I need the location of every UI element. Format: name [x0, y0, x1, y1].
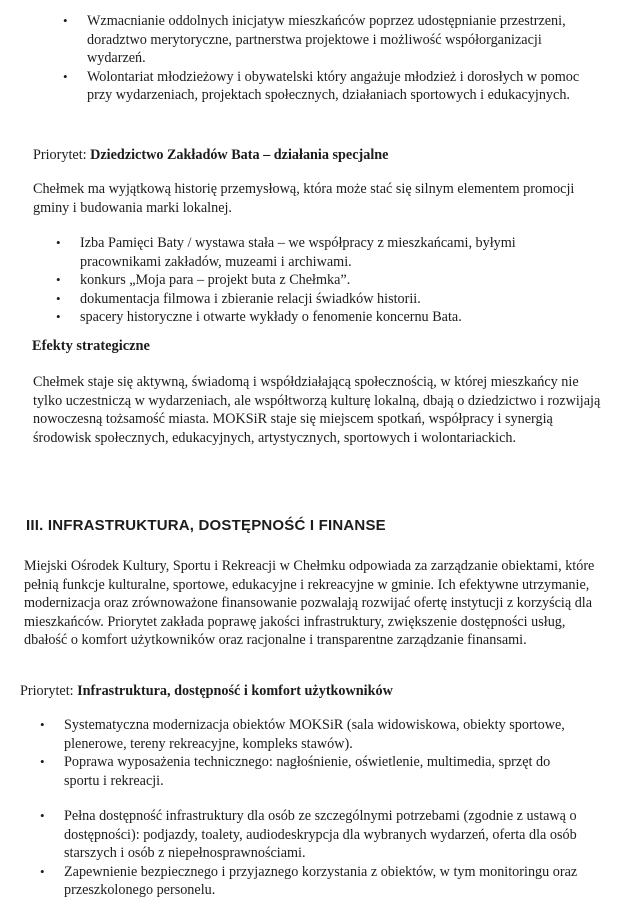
list-item: • Pełna dostępność infrastruktury dla osób ze szczególnymi potrzebami (zgodnie z ustawą o dostępności): podjazdy, toalety, audiodeskrypcja dla wybranych wydarzeń, oferta dla osób starszych i osób z niepełnosprawnościami.: [64, 807, 584, 863]
participation-list: [87, 12, 592, 105]
list-item: • Systematyczna modernizacja obiektów MOKSiR (sala widowiskowa, obiekty sportowe, plenerowe, tereny rekreacyjne, kompleks stawów).: [64, 716, 584, 753]
priority-title: Dziedzictwo Zakładów Bata – działania specjalne: [90, 147, 389, 163]
heritage-intro: Chełmek ma wyjątkową historię przemysłową, która może stać się silnym elementem promocji gminy i budowania marki lokalnej.: [33, 181, 575, 216]
heritage-list: [80, 234, 585, 327]
priority-heritage: [33, 146, 388, 164]
priority-label: Priorytet:: [33, 147, 87, 163]
list-item: • Wzmacnianie oddolnych inicjatyw mieszkańców poprzez udostępnianie przestrzeni, doradztwo merytoryczne, partnerstwa projektowe i możliwość współorganizacji wydarzeń.: [87, 12, 592, 68]
list-item: • spacery historyczne i otwarte wykłady o fenomenie koncernu Bata.: [80, 308, 585, 327]
list-item: • Zapewnienie bezpiecznego i przyjaznego korzystania z obiektów, w tym monitoringu oraz przeszkolonego personelu.: [64, 863, 584, 900]
list-item: • dokumentacja filmowa i zbieranie relacji świadków historii.: [80, 290, 585, 309]
list-item: • Wolontariat młodzieżowy i obywatelski który angażuje młodzież i dorosłych w pomoc przy wydarzeniach, projektach społecznych, działaniach sportowych i edukacyjnych.: [87, 68, 592, 105]
list-item: • Izba Pamięci Baty / wystawa stała – we współpracy z mieszkańcami, byłymi pracownikami zakładów, muzeami i archiwami.: [80, 234, 585, 271]
effects-heading: Efekty strategiczne: [32, 338, 150, 354]
priority-title: Infrastruktura, dostępność i komfort użytkowników: [77, 683, 393, 699]
list-item: • Poprawa wyposażenia technicznego: nagłośnienie, oświetlenie, multimedia, sprzęt do sportu i rekreacji.: [64, 753, 584, 790]
priority-label: Priorytet:: [20, 683, 74, 699]
infrastructure-list-a: [64, 716, 584, 790]
section-heading: III. INFRASTRUKTURA, DOSTĘPNOŚĆ I FINANSE: [26, 517, 386, 534]
effects-paragraph: Chełmek staje się aktywną, świadomą i współdziałającą społecznością, w której mieszkańcy nie tylko uczestniczą w wydarzeniach, ale współtworzą kulturę lokalną, dbają o dziedzictwo i rozwijają nowoczesną tożsamość miasta. MOKSiR staje się miejscem spotkań, współpracy i synergią środowisk społecznych, edukacyjnych, artystycznych, sportowych i wolontariackich.: [33, 374, 601, 446]
priority-infrastructure: [20, 682, 393, 700]
infrastructure-list-b: [64, 807, 584, 900]
list-item: • konkurs „Moja para – projekt buta z Chełmka”.: [80, 271, 585, 290]
infrastructure-intro: Miejski Ośrodek Kultury, Sportu i Rekreacji w Chełmku odpowiada za zarządzanie obiektami, które pełnią funkcje kulturalne, sportowe, edukacyjne i rekreacyjne w gminie. Ich efektywne utrzymanie, modernizacja oraz zrównoważone finansowanie pozwalają rozwijać ofertę instytucji z korzyścią dla mieszkańców. Priorytet zakłada poprawę jakości infrastruktury, zwiększenie dostępności usług, dbałość o komfort użytkowników oraz racjonalne i transparentne zarządzanie finansami.: [24, 558, 595, 648]
